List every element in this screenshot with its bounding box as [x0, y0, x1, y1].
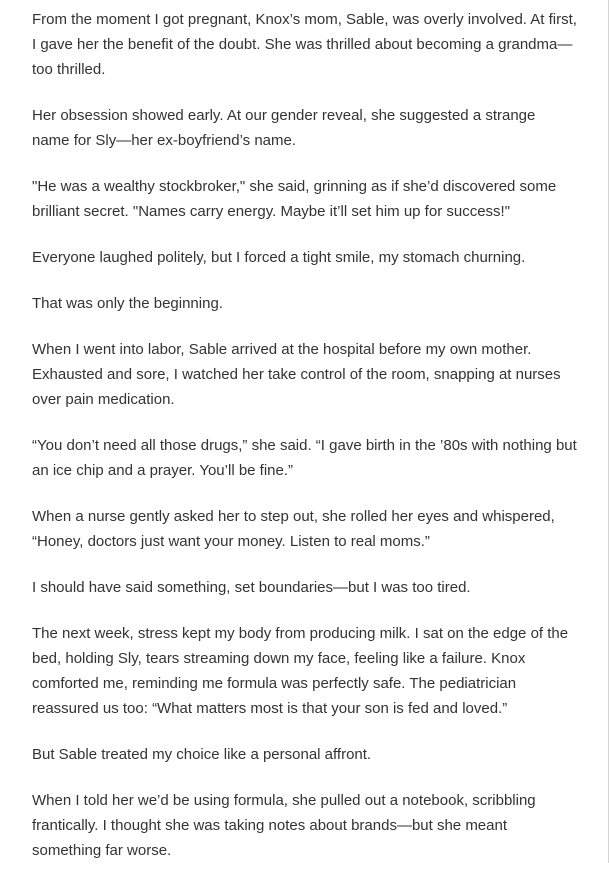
paragraph: When I went into labor, Sable arrived at the hospital before my own mother. Exhausted and sore, I watched her take control of the room, snapping at nurses over pain medication. [32, 341, 561, 408]
paragraph: When a nurse gently asked her to step out, she rolled her eyes and whispered, “Honey, doctors just want your money. Listen to real moms.” [32, 508, 555, 550]
paragraph: "He was a wealthy stockbroker," she said, grinning as if she’d discovered some brilliant secret. "Names carry energy. Maybe it’ll set him up for success!" [32, 178, 557, 220]
paragraph: When I told her we’d be using formula, she pulled out a notebook, scribbling frantically. I thought she was taking notes about brands—but she meant something far worse. [32, 792, 536, 859]
paragraph: That was only the beginning. [32, 295, 223, 312]
paragraph: “You don’t need all those drugs,” she said. “I gave birth in the ’80s with nothing but an ice chip and a prayer. You’ll be fine.” [32, 437, 577, 479]
paragraph: Everyone laughed politely, but I forced a tight smile, my stomach churning. [32, 249, 526, 266]
paragraph: But Sable treated my choice like a personal affront. [32, 746, 372, 763]
paragraph: The next week, stress kept my body from producing milk. I sat on the edge of the bed, holding Sly, tears streaming down my face, feeling like a failure. Knox comforted me, reminding me formula was perfectly safe. The pediatrician reassured us too: “What matters most is that your son is fed and loved.” [32, 625, 569, 717]
paragraph: From the moment I got pregnant, Knox’s mom, Sable, was overly involved. At first, I gave her the benefit of the doubt. She was thrilled about becoming a grandma—too thrilled. [32, 11, 577, 78]
paragraph: Her obsession showed early. At our gender reveal, she suggested a strange name for Sly—her ex-boyfriend’s name. [32, 107, 536, 149]
paragraph: I should have said something, set boundaries—but I was too tired. [32, 579, 471, 596]
article-body [32, 7, 577, 884]
